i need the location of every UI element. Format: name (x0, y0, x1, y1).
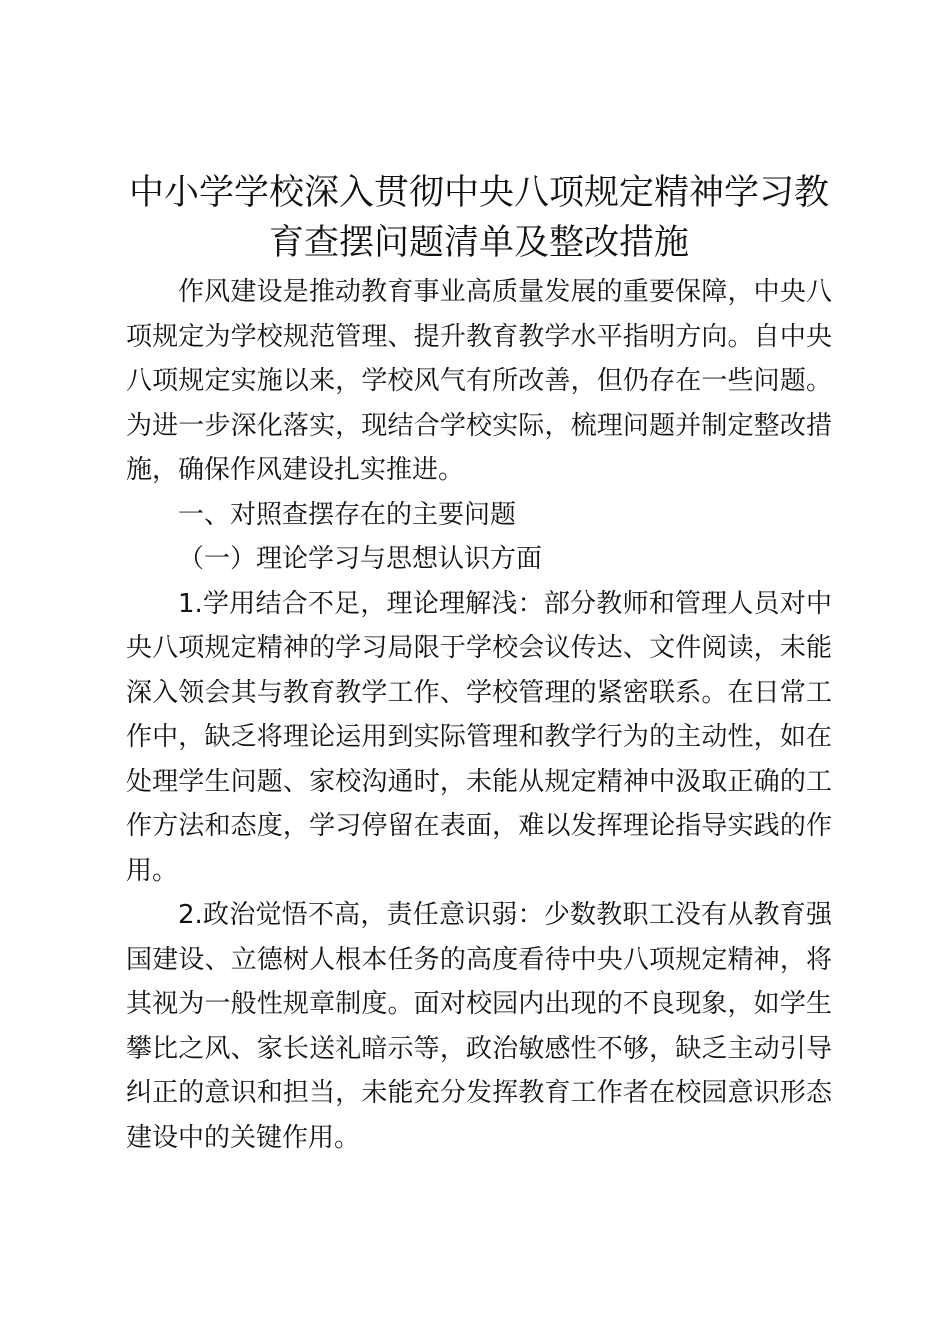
section-heading: 一、对照查摆存在的主要问题 (178, 499, 517, 530)
title-line-1: 中小学学校深入贯彻中央八项规定精神学习教 (128, 173, 829, 213)
item-paragraph-1: 1.学用结合不足，理论理解浅：部分教师和管理人员对中央八项规定精神的学习局限于学校会议传达、文件阅读，未能深入领会其与教育教学工作、学校管理的紧密联系。在日常工作中，缺乏将理论运用到实际管理和教学行为的主动性，如在处理学生问题、家校沟通时，未能从规定精神中汲取正确的工作方法和态度，学习停留在表面，难以发挥理论指导实践的作用。 (126, 588, 832, 886)
item-paragraph-2: 2.政治觉悟不高，责任意识弱：少数教职工没有从教育强国建设、立德树人根本任务的高度看待中央八项规定精神，将其视为一般性规章制度。面对校园内出现的不良现象，如学生攀比之风、家长送礼暗示等，政治敏感性不够，缺乏主动引导纠正的意识和担当，未能充分发挥教育工作者在校园意识形态建设中的关键作用。 (126, 900, 832, 1153)
title-line-2: 育查摆问题清单及整改措施 (268, 223, 689, 263)
document-title (126, 168, 832, 268)
intro-paragraph: 作风建设是推动教育事业高质量发展的重要保障，中央八项规定为学校规范管理、提升教育教学水平指明方向。自中央八项规定实施以来，学校风气有所改善，但仍存在一些问题。为进一步深化落实，现结合学校实际，梳理问题并制定整改措施，确保作风建设扎实推进。 (126, 277, 832, 485)
subsection-heading: （一）理论学习与思想认识方面 (178, 544, 543, 574)
document-body (126, 168, 832, 1160)
